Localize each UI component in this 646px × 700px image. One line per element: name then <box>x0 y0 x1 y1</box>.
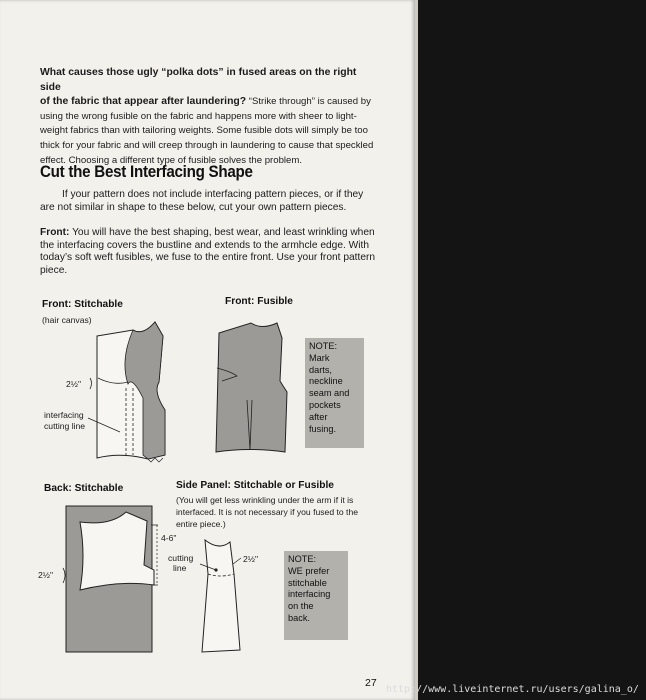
section-paragraph: If your pattern does not include interfacing pattern pieces, or if they are not similar in shape to these below, cut your own pattern pieces. <box>40 189 364 213</box>
dark-background <box>418 0 646 700</box>
page-number: 27 <box>365 677 377 689</box>
side-panel-diagram <box>200 540 241 652</box>
front-stitchable-diagram <box>88 322 165 462</box>
front-paragraph-label: Front: <box>40 227 70 238</box>
front-callout-line-2: cutting line <box>44 421 86 431</box>
back-stitchable-diagram <box>63 506 158 652</box>
note1-line: fusing. <box>309 423 337 434</box>
note2-line: on the <box>288 601 314 612</box>
front-paragraph-text: You will have the best shaping, best wear, and least wrinkling when the interfacing covers the bustline and extends to the armhcle edge. With today’s soft weft fusibles, we fuse to the entire front. Use your front pattern piece. <box>40 227 376 276</box>
back-callout-line-2: line <box>173 563 187 573</box>
question-line-2: of the fabric that appear after laundering? <box>40 96 247 108</box>
front-measure-label: 2½" <box>66 379 81 389</box>
note1-line: after <box>309 411 328 422</box>
section-title: Cut the Best Interfacing Shape <box>40 163 253 181</box>
back-measure-left: 2½" <box>38 570 53 580</box>
back-measure-right: 4-6" <box>161 533 177 543</box>
side-panel-text-2: interfaced. It is not necessary if you fused to the <box>176 507 359 517</box>
note2-line: WE prefer <box>288 565 330 576</box>
side-panel-text-3: entire piece.) <box>176 519 226 529</box>
note1-line: pockets <box>309 399 341 410</box>
note2-line: interfacing <box>288 589 331 600</box>
note2-line: back. <box>288 612 310 623</box>
front-callout-line-1: interfacing <box>44 410 84 420</box>
side-panel-title: Side Panel: Stitchable or Fusible <box>176 480 334 491</box>
back-callout-line-1: cutting <box>168 553 194 563</box>
note1-line: NOTE: <box>309 341 338 351</box>
note1-line: neckline <box>309 376 343 387</box>
note1-line: seam and <box>309 388 350 399</box>
note1-line: darts, <box>309 364 332 375</box>
note1-line: Mark <box>309 352 330 363</box>
question-line-1: What causes those ugly “polka dots” in fused areas on the right side <box>40 67 357 93</box>
front-stitchable-title: Front: Stitchable <box>42 299 123 310</box>
note2-line: stitchable <box>288 577 327 588</box>
intro-answer: “Strike through” is caused by using the wrong fusible on the fabric and happens more with sheer to light-weight fabrics than with tailoring weights. Some fusible dots will simply be too thick for your fabric and will creep through in laundering to cause that speckled effect. Choosing a different type of fusible solves the problem. <box>40 96 374 166</box>
side-panel-text-1: (You will get less wrinkling under the arm if it is <box>176 495 354 505</box>
note2-line: NOTE: <box>288 554 317 564</box>
front-stitchable-subtitle: (hair canvas) <box>42 315 92 325</box>
side-panel-measure: 2½" <box>243 554 258 564</box>
back-stitchable-title: Back: Stitchable <box>44 483 124 494</box>
front-fusible-title: Front: Fusible <box>225 296 293 307</box>
watermark-url: http://www.liveinternet.ru/users/galina_o/ <box>386 684 639 695</box>
front-fusible-diagram <box>216 323 287 452</box>
